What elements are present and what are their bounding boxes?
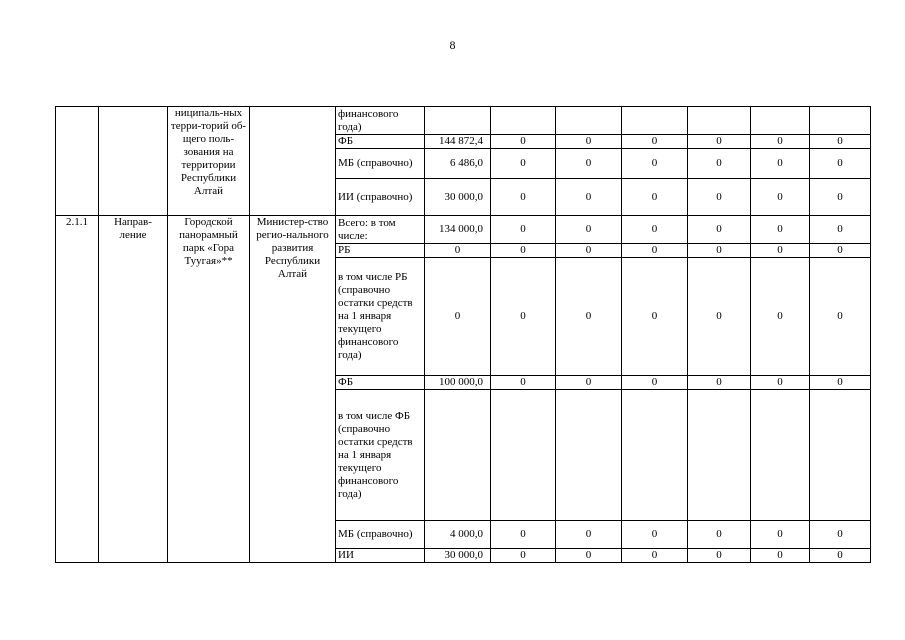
table-row xyxy=(56,107,871,135)
source-cell: ФБ xyxy=(336,135,425,149)
value-cell: 144 872,4 xyxy=(425,135,491,149)
value-cell: 0 xyxy=(491,179,556,216)
value-cell: 4 000,0 xyxy=(425,521,491,549)
value-cell: 0 xyxy=(751,135,810,149)
value-cell: 0 xyxy=(688,376,751,390)
value-cell xyxy=(425,390,491,521)
value-cell: 0 xyxy=(556,179,622,216)
number-cell xyxy=(56,107,99,216)
value-cell xyxy=(688,107,751,135)
value-cell: 0 xyxy=(491,549,556,563)
value-cell: 0 xyxy=(556,244,622,258)
budget-table xyxy=(55,106,871,563)
value-cell: 134 000,0 xyxy=(425,216,491,244)
value-cell xyxy=(622,390,688,521)
value-cell xyxy=(491,107,556,135)
value-cell: 100 000,0 xyxy=(425,376,491,390)
name-cell: Городской панорамный парк «Гора Туугая»** xyxy=(168,216,250,563)
value-cell: 0 xyxy=(491,149,556,179)
value-cell: 0 xyxy=(622,149,688,179)
value-cell: 0 xyxy=(425,258,491,376)
value-cell xyxy=(810,390,871,521)
value-cell: 0 xyxy=(622,521,688,549)
value-cell xyxy=(556,390,622,521)
value-cell xyxy=(751,390,810,521)
value-cell: 0 xyxy=(810,376,871,390)
source-cell: ИИ (справочно) xyxy=(336,179,425,216)
table-row xyxy=(56,216,871,244)
value-cell: 0 xyxy=(491,258,556,376)
value-cell: 0 xyxy=(810,149,871,179)
type-cell: Направ-ление xyxy=(99,216,168,563)
value-cell: 0 xyxy=(491,521,556,549)
value-cell: 0 xyxy=(751,376,810,390)
value-cell: 0 xyxy=(810,549,871,563)
source-cell: МБ (справочно) xyxy=(336,521,425,549)
value-cell: 0 xyxy=(751,521,810,549)
value-cell xyxy=(622,107,688,135)
value-cell: 30 000,0 xyxy=(425,549,491,563)
value-cell: 0 xyxy=(622,258,688,376)
value-cell: 0 xyxy=(688,258,751,376)
value-cell: 0 xyxy=(688,549,751,563)
value-cell: 0 xyxy=(622,216,688,244)
value-cell xyxy=(751,107,810,135)
value-cell: 0 xyxy=(810,521,871,549)
value-cell: 0 xyxy=(556,135,622,149)
value-cell xyxy=(425,107,491,135)
source-cell: РБ xyxy=(336,244,425,258)
number-cell: 2.1.1 xyxy=(56,216,99,563)
executor-cell xyxy=(250,107,336,216)
type-cell xyxy=(99,107,168,216)
value-cell: 0 xyxy=(622,135,688,149)
value-cell: 0 xyxy=(751,244,810,258)
value-cell xyxy=(491,390,556,521)
value-cell: 0 xyxy=(622,179,688,216)
value-cell xyxy=(556,107,622,135)
value-cell: 0 xyxy=(751,179,810,216)
value-cell: 0 xyxy=(810,179,871,216)
page-number: 8 xyxy=(449,38,456,52)
value-cell: 0 xyxy=(688,179,751,216)
value-cell: 0 xyxy=(751,149,810,179)
value-cell: 0 xyxy=(491,376,556,390)
value-cell: 0 xyxy=(622,549,688,563)
value-cell: 0 xyxy=(556,258,622,376)
source-cell: ИИ xyxy=(336,549,425,563)
value-cell: 0 xyxy=(491,135,556,149)
value-cell: 0 xyxy=(810,244,871,258)
source-cell: ФБ xyxy=(336,376,425,390)
value-cell: 0 xyxy=(810,216,871,244)
source-cell: в том числе РБ (справочно остатки средств на 1 января текущего финансового года) xyxy=(336,258,425,376)
value-cell: 0 xyxy=(425,244,491,258)
value-cell: 0 xyxy=(810,135,871,149)
value-cell: 0 xyxy=(688,521,751,549)
value-cell: 0 xyxy=(556,549,622,563)
value-cell: 0 xyxy=(688,216,751,244)
value-cell: 0 xyxy=(688,244,751,258)
source-cell: МБ (справочно) xyxy=(336,149,425,179)
value-cell: 6 486,0 xyxy=(425,149,491,179)
value-cell: 30 000,0 xyxy=(425,179,491,216)
source-cell: в том числе ФБ (справочно остатки средств на 1 января текущего финансового года) xyxy=(336,390,425,521)
value-cell xyxy=(688,390,751,521)
value-cell: 0 xyxy=(556,216,622,244)
value-cell: 0 xyxy=(751,216,810,244)
value-cell: 0 xyxy=(491,244,556,258)
value-cell: 0 xyxy=(556,149,622,179)
value-cell: 0 xyxy=(751,258,810,376)
value-cell: 0 xyxy=(622,376,688,390)
value-cell: 0 xyxy=(556,376,622,390)
value-cell: 0 xyxy=(556,521,622,549)
value-cell: 0 xyxy=(622,244,688,258)
value-cell: 0 xyxy=(751,549,810,563)
executor-cell: Министер-ство регио-нального развития Республики Алтай xyxy=(250,216,336,563)
value-cell xyxy=(810,107,871,135)
name-cell: ниципаль-ных терри-торий об-щего поль-зования на территории Республики Алтай xyxy=(168,107,250,216)
source-cell: Всего: в том числе: xyxy=(336,216,425,244)
value-cell: 0 xyxy=(810,258,871,376)
source-cell: финансового года) xyxy=(336,107,425,135)
value-cell: 0 xyxy=(688,135,751,149)
value-cell: 0 xyxy=(491,216,556,244)
value-cell: 0 xyxy=(688,149,751,179)
